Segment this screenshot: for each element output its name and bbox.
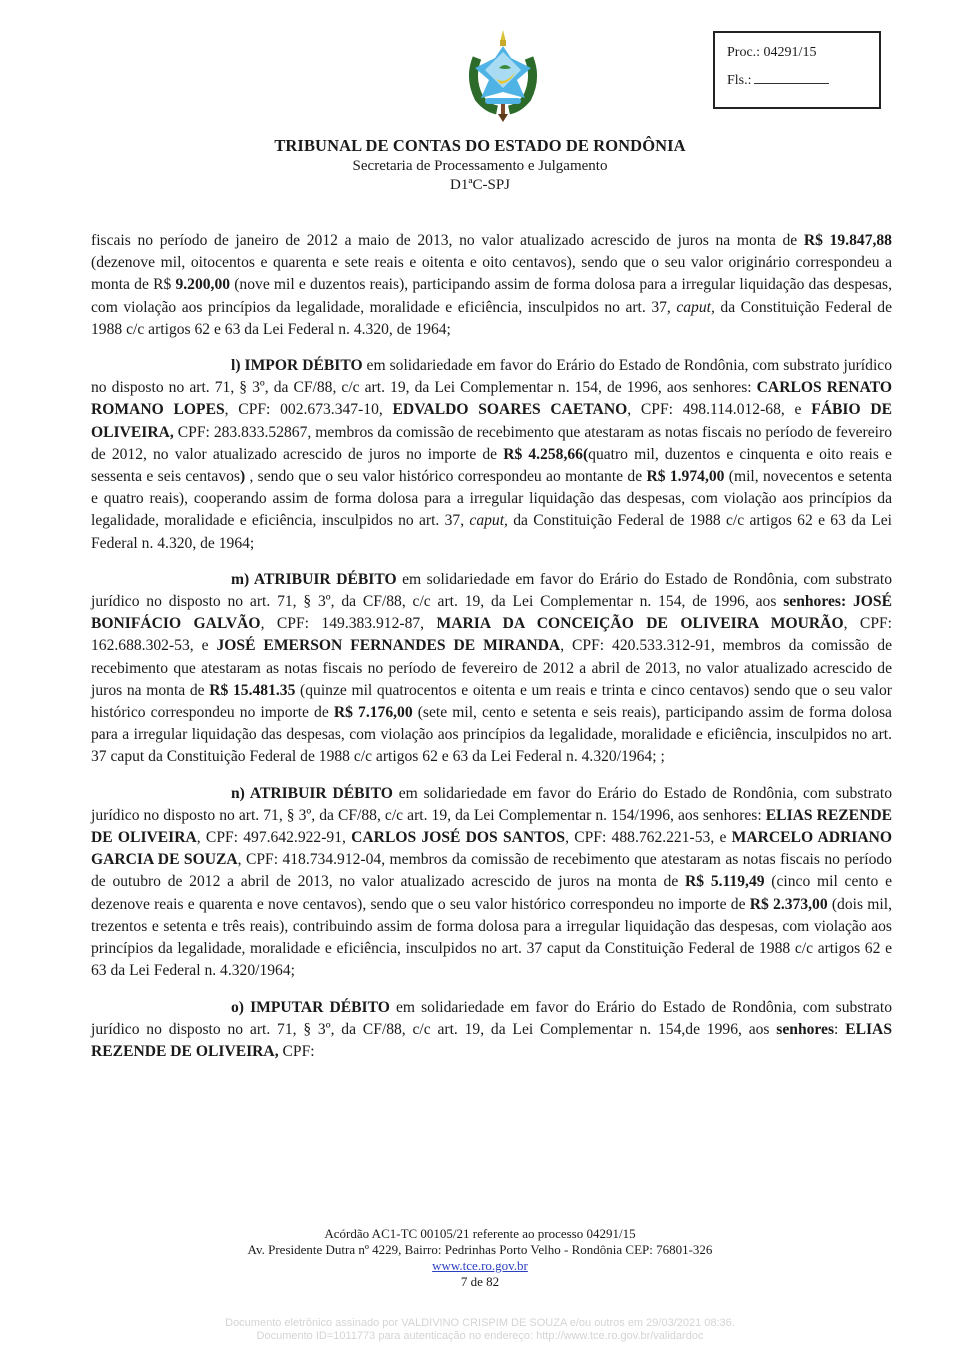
unit-name: D1ªC-SPJ xyxy=(450,177,510,193)
process-stamp-box xyxy=(713,31,881,109)
amount-updated: R$ 4.258,66( xyxy=(503,445,589,463)
amount-historical: R$ 1.974,00 xyxy=(646,468,725,486)
amount-original: 9.200,00 xyxy=(175,276,231,294)
person-name: FÁBIO DE OLIVEIRA, xyxy=(91,401,892,441)
person-name: senhores: JOSÉ BONIFÁCIO GALVÃO xyxy=(91,593,892,633)
person-name: ELIAS REZENDE DE OLIVEIRA, xyxy=(91,1020,892,1060)
person-name: CARLOS RENATO ROMANO LOPES xyxy=(91,379,892,419)
document-header xyxy=(0,135,960,195)
person-name: EDVALDO SOARES CAETANO xyxy=(392,401,628,419)
folhas-blank-line xyxy=(754,71,829,84)
person-name: JOSÉ EMERSON FERNANDES DE MIRANDA xyxy=(216,637,561,655)
watermark-line-1: Documento eletrônico assinado por VALDIVINO CRISPIM DE SOUZA e/ou outros em 29/03/2021 08:36. xyxy=(225,1317,735,1329)
process-number: Proc.: 04291/15 xyxy=(727,45,817,60)
organization-name: TRIBUNAL DE CONTAS DO ESTADO DE RONDÔNIA xyxy=(274,136,686,155)
address: Av. Presidente Dutra nº 4229, Bairro: Pedrinhas Porto Velho - Rondônia CEP: 76801-326 xyxy=(247,1242,713,1257)
paragraph-item-o: o) IMPUTAR DÉBITO em solidariedade em favor do Erário do Estado de Rondônia, com substrato jurídico no disposto no art. 71, § 3º, da CF/88, c/c art. 19, da Lei Complementar n. 154,de 1996, aos senhores: ELIAS REZENDE DE OLIVEIRA, CPF: xyxy=(91,998,892,1060)
item-heading: m) ATRIBUIR DÉBITO xyxy=(231,570,397,588)
item-heading: n) ATRIBUIR DÉBITO xyxy=(231,784,393,802)
amount-updated: R$ 15.481.35 xyxy=(209,681,296,699)
paragraph-continuation: fiscais no período de janeiro de 2012 a maio de 2013, no valor atualizado acrescido de juros na monta de R$ 19.847,88 (dezenove mil, oitocentos e quarenta e sete reais e oitenta e oito centavos), sendo que o seu valor originário correspondeu a monta de R$ 9.200,00 (nove mil e duzentos reais), participando assim de forma dolosa para a irregular liquidação das despesas, com violação aos princípios da legalidade, moralidade e eficiência, insculpidos no art. 37, caput, da Constituição Federal de 1988 c/c artigos 62 e 63 da Lei Federal n. 4.320, de 1964; xyxy=(91,232,892,338)
website-link[interactable]: www.tce.ro.gov.br xyxy=(432,1258,528,1273)
person-name: MARCELO ADRIANO GARCIA DE SOUZA xyxy=(91,829,892,869)
amount-historical: R$ 2.373,00 xyxy=(749,895,828,913)
acordao-reference: Acórdão AC1-TC 00105/21 referente ao processo 04291/15 xyxy=(324,1226,636,1241)
document-body xyxy=(91,230,892,1077)
watermark-line-2: Documento ID=1011773 para autenticação no endereço: http://www.tce.ro.gov.br/validardoc xyxy=(256,1330,704,1342)
person-name: CARLOS JOSÉ DOS SANTOS xyxy=(351,829,566,847)
paragraph-item-m: m) ATRIBUIR DÉBITO em solidariedade em favor do Erário do Estado de Rondônia, com substrato jurídico no disposto no art. 71, § 3º, da CF/88, c/c art. 19, da Lei Complementar n. 154, de 1996, aos senhores: JOSÉ BONIFÁCIO GALVÃO, CPF: 149.383.912-87, MARIA DA CONCEIÇÃO DE OLIVEIRA MOURÃO, CPF: 162.688.302-53, e JOSÉ EMERSON FERNANDES DE MIRANDA, CPF: 420.533.312-91, membros da comissão de recebimento que atestaram as notas fiscais no período de fevereiro de 2012 a abril de 2013, no valor atualizado acrescido de juros na monta de R$ 15.481.35 (quinze mil quatrocentos e oitenta e um reais e trinta e cinco centavos) sendo que o seu valor histórico correspondeu no importe de R$ 7.176,00 (sete mil, cento e setenta e seis reais), participando assim de forma dolosa para a irregular liquidação das despesas, com violação aos princípios da legalidade, moralidade e eficiência, insculpidos no art. 37 caput da Constituição Federal de 1988 c/c artigos 62 e 63 da Lei Federal n. 4.320/1964; ; xyxy=(91,570,893,766)
page-number: 7 de 82 xyxy=(460,1274,500,1289)
rondonia-coat-of-arms-icon xyxy=(465,28,541,126)
paragraph-item-n: n) ATRIBUIR DÉBITO em solidariedade em favor do Erário do Estado de Rondônia, com substrato jurídico no disposto no art. 71, § 3º, da CF/88, c/c art. 19, da Lei Complementar n. 154/1996, aos senhores: ELIAS REZENDE DE OLIVEIRA, CPF: 497.642.922-91, CARLOS JOSÉ DOS SANTOS, CPF: 488.762.221-53, e MARCELO ADRIANO GARCIA DE SOUZA, CPF: 418.734.912-04, membros da comissão de recebimento que atestaram as notas fiscais no período de outubro de 2012 a abril de 2013, no valor atualizado acrescido de juros na monta de R$ 5.119,49 (cinco mil cento e dezenove reais e quarenta e nove centavos), sendo que o seu valor histórico correspondeu no importe de R$ 2.373,00 (dois mil, trezentos e setenta e três reais), contribuindo assim de forma dolosa para a irregular liquidação das despesas, com violação aos princípios da legalidade, moralidade e eficiência, insculpidos no art. 37 caput da Constituição Federal de 1988 c/c artigos 62 e 63 da Lei Federal n. 4.320/1964; xyxy=(91,784,893,980)
amount-updated: R$ 19.847,88 xyxy=(803,232,892,249)
paragraph-item-l: l) IMPOR DÉBITO em solidariedade em favor do Erário do Estado de Rondônia, com substrato jurídico no disposto no art. 71, § 3º, da CF/88, c/c art. 19, da Lei Complementar n. 154, de 1996, aos senhores: CARLOS RENATO ROMANO LOPES, CPF: 002.673.347-10, EDVALDO SOARES CAETANO, CPF: 498.114.012-68, e FÁBIO DE OLIVEIRA, CPF: 283.833.52867, membros da comissão de recebimento que atestaram as notas fiscais no período de fevereiro de 2012, no valor atualizado acrescido de juros no importe de R$ 4.258,66(quatro mil, duzentos e cinquenta e oito reais e sessenta e seis centavos) , sendo que o seu valor histórico correspondeu ao montante de R$ 1.974,00 (mil, novecentos e setenta e quatro reais), cooperando assim de forma dolosa para a irregular liquidação das despesas, com violação aos princípios da legalidade, moralidade e eficiência, insculpidos no art. 37, caput, da Constituição Federal de 1988 c/c artigos 62 e 63 da Lei Federal n. 4.320, de 1964; xyxy=(91,357,892,552)
amount-historical: R$ 7.176,00 xyxy=(333,704,413,722)
signature-watermark xyxy=(0,1317,960,1343)
item-heading: o) IMPUTAR DÉBITO xyxy=(231,998,390,1016)
document-footer xyxy=(0,1226,960,1290)
amount-updated: R$ 5.119,49 xyxy=(685,873,765,891)
person-name: MARIA DA CONCEIÇÃO DE OLIVEIRA MOURÃO xyxy=(436,615,844,633)
item-heading: l) IMPOR DÉBITO xyxy=(231,357,363,375)
folhas-label: Fls.: xyxy=(727,73,752,88)
folhas-field xyxy=(727,67,879,95)
person-name: ELIAS REZENDE DE OLIVEIRA xyxy=(91,806,893,847)
department-name: Secretaria de Processamento e Julgamento xyxy=(352,158,608,174)
